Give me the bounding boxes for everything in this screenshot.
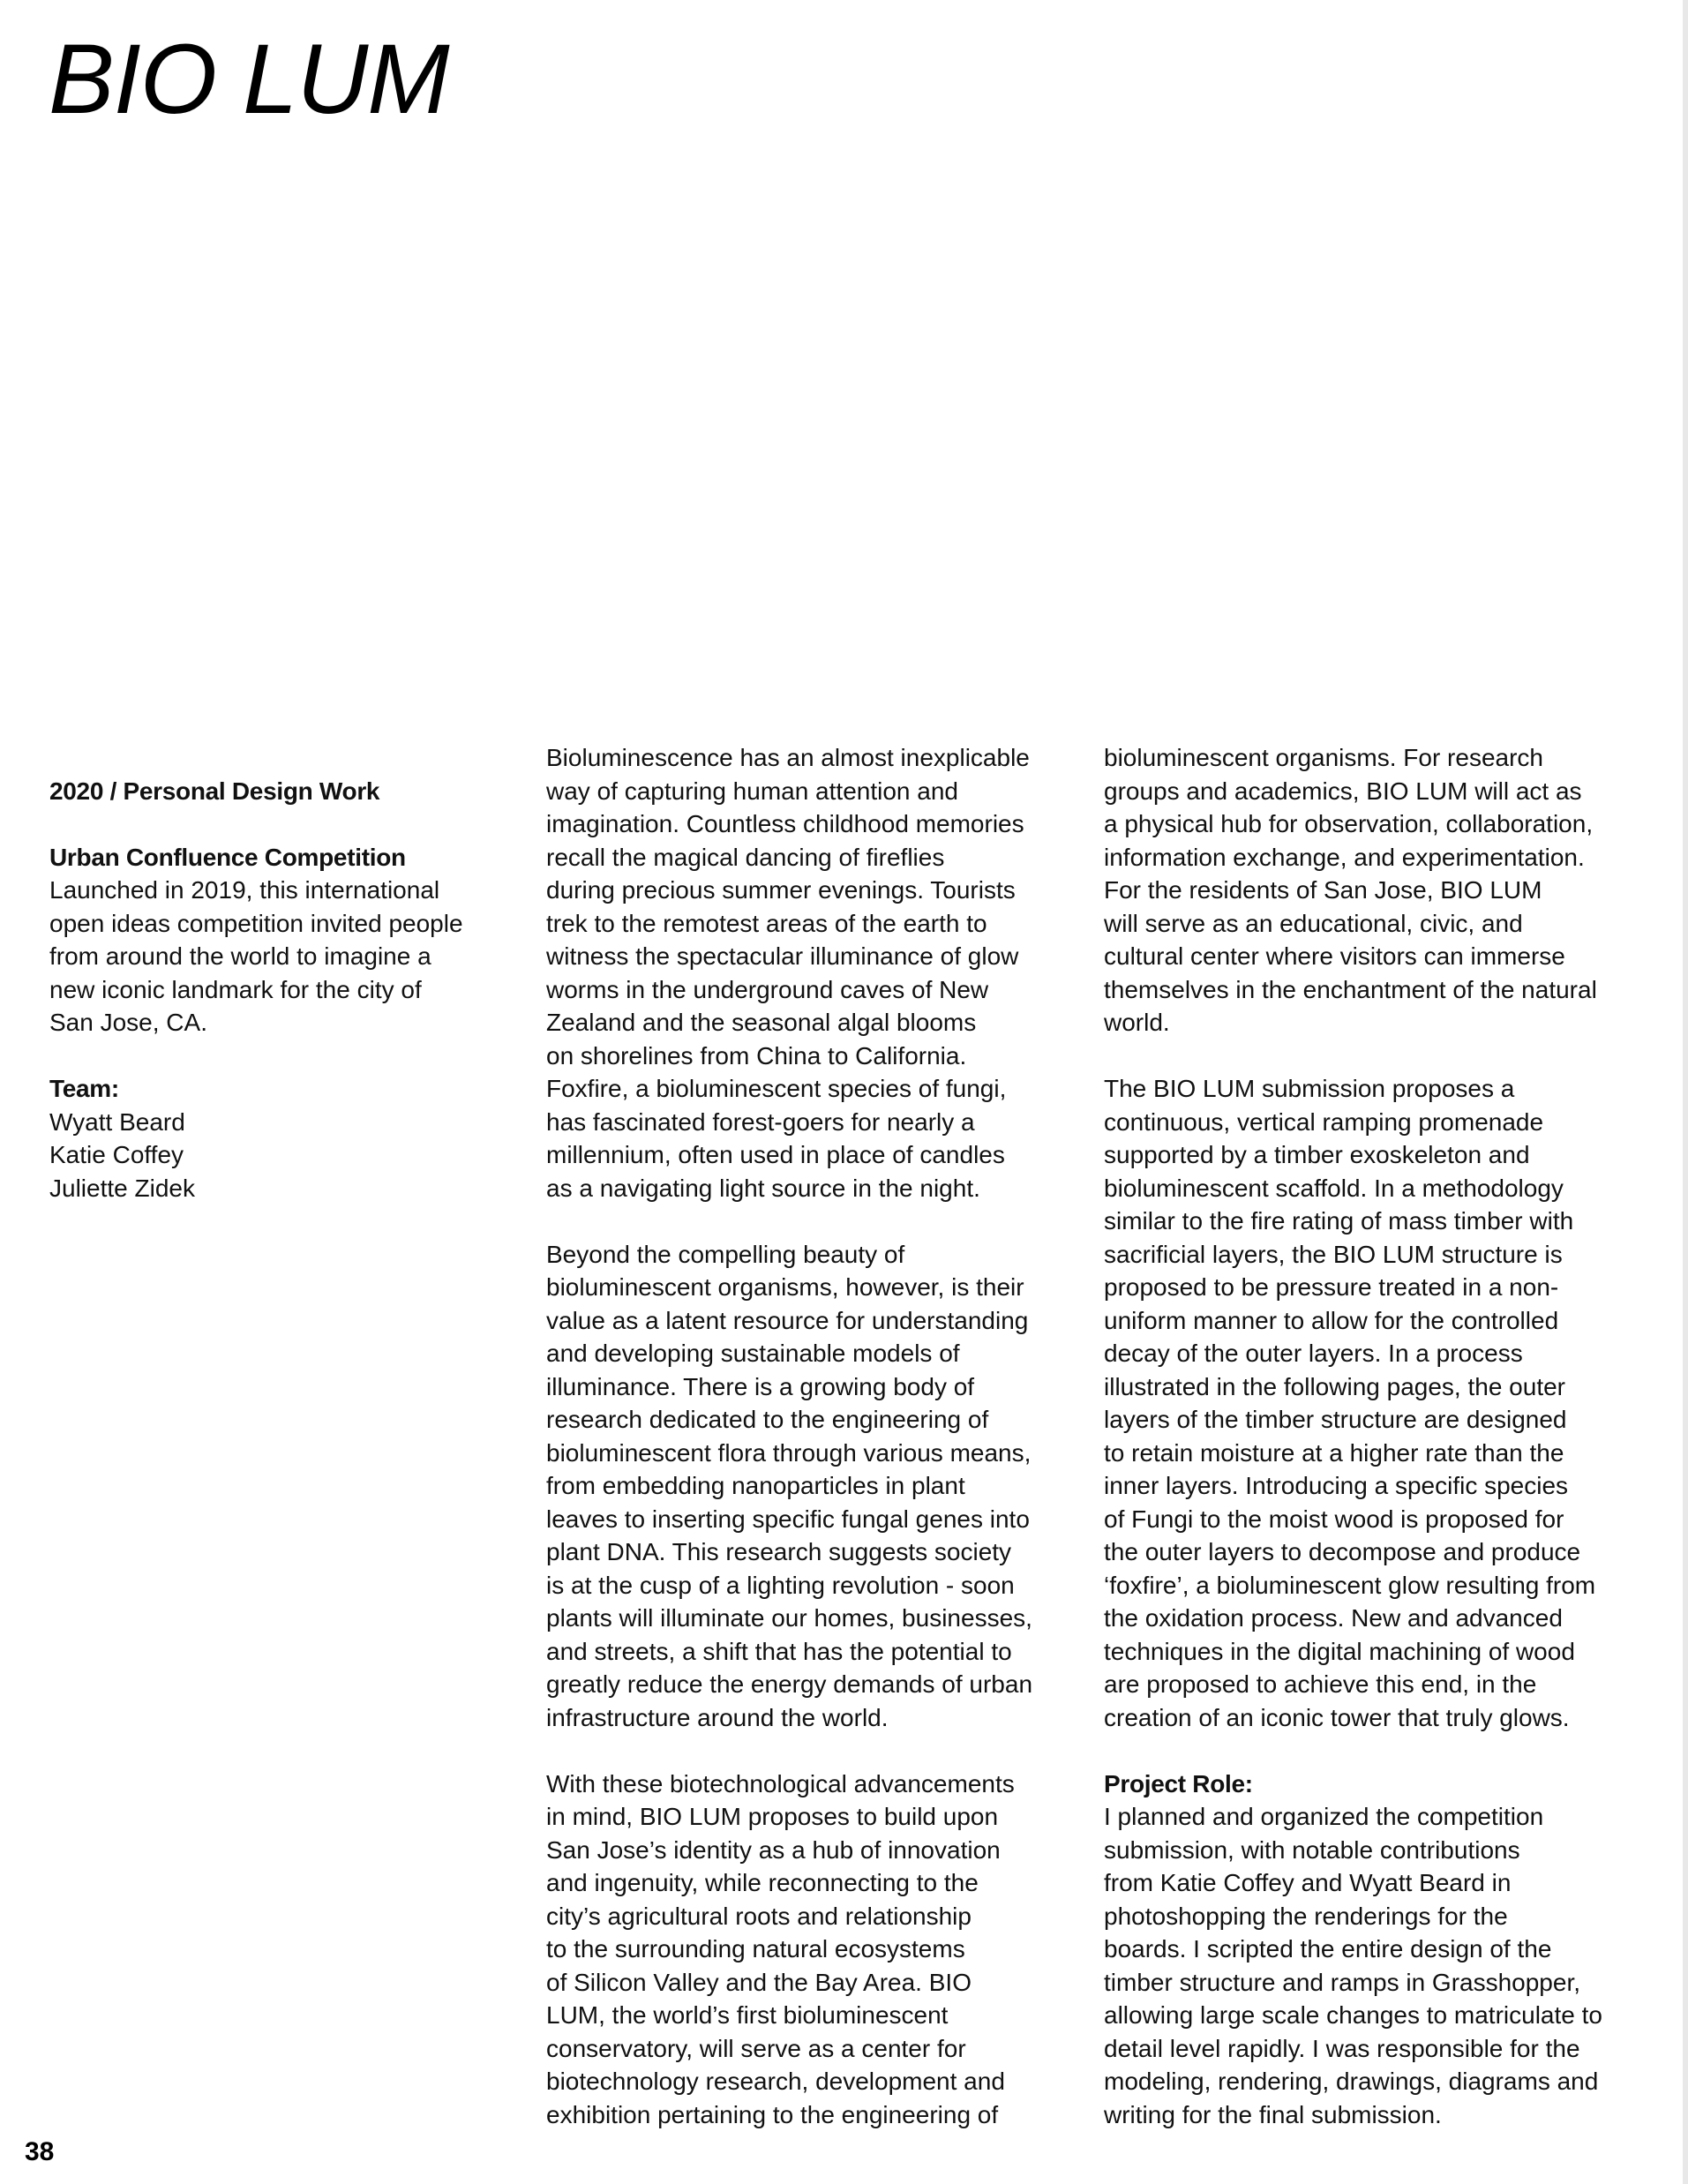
team-member: Katie Coffey [49,1141,184,1168]
project-info-column [49,741,508,1238]
team-heading: Team: [49,1075,119,1102]
team-member: Juliette Zidek [49,1174,195,1202]
page-number: 38 [25,2137,55,2166]
body-paragraph: Bioluminescence has an almost inexplicable way of capturing human attention and imagination. Countless childhood memories recall the magical dancing of fireflies during precious summer evenings. Tourists trek to the remotest areas of the earth to witness the spectacular illuminance of glow worms in the underground caves of New Zealand and the seasonal algal blooms on shorelines from China to California. Foxfire, a bioluminescent species of fungi, has fascinated forest-goers for nearly a millennium, often used in place of candles as a navigating light source in the night. [546,744,1030,1202]
competition-block [49,841,508,1039]
body-paragraph: The BIO LUM submission proposes a continuous, vertical ramping promenade supported by a timber exoskeleton and bioluminescent scaffold. In a methodology similar to the fire rating of mass timber with sacrificial layers, the BIO LUM structure is proposed to be pressure treated in a non- uniform manner to allow for the controlled decay of the outer layers. In a process illustrated in the following pages, the outer layers of the timber structure are designed to retain moisture at a higher rate than the inner layers. Introducing a specific species of Fungi to the moist wood is proposed for the outer layers to decompose and produce ‘foxfire’, a bioluminescent glow resulting from the oxidation process. New and advanced techniques in the digital machining of wood are proposed to achieve this end, in the creation of an iconic tower that truly glows. [1104,1075,1596,1731]
body-paragraph: bioluminescent organisms. For research groups and academics, BIO LUM will act as a physical hub for observation, collaboration, information exchange, and experimentation. For the residents of San Jose, BIO LUM will serve as an educational, civic, and cultural center where visitors can immerse themselves in the enchantment of the natural world. [1104,744,1597,1036]
year-category [49,741,508,807]
project-role-text: I planned and organized the competition submission, with notable contributions from Katie Coffey and Wyatt Beard in photoshopping the renderings for the boards. I scripted the entire design of the timber structure and ramps in Grasshopper, allowing large scale changes to matriculate to detail level rapidly. I was responsible for the modeling, rendering, drawings, diagrams and writing for the final submission. [1104,1803,1602,2128]
year-category-label: 2020 / Personal Design Work [49,777,380,805]
team-member: Wyatt Beard [49,1107,185,1136]
team-block [49,1072,508,1205]
body-paragraph: With these biotechnological advancements in mind, BIO LUM proposes to build upon San Jose’s identity as a hub of innovation and ingenuity, while reconnecting to the city’s agricultural roots and relationship to the surrounding natural ecosystems of Silicon Valley and the Bay Area. BIO LUM, the world’s first bioluminescent conservatory, will serve as a center for biotechnology research, development and exhibition pertaining to the engineering of [546,1769,1015,2128]
body-column-right [1104,741,1642,2165]
body-column-middle [546,741,1067,2165]
page-edge-divider [1683,0,1688,2184]
project-role-block [1104,1767,1642,2132]
page-title: BIO LUM [49,24,449,134]
competition-heading: Urban Confluence Competition [49,843,406,871]
project-role-heading: Project Role: [1104,1769,1253,1797]
body-paragraph: Beyond the compelling beauty of bioluminescent organisms, however, is their value as a latent resource for understanding and developing sustainable models of illuminance. There is a growing body of research dedicated to the engineering of bioluminescent flora through various means, from embedding nanoparticles in plant leaves to inserting specific fungal genes into plant DNA. This research suggests society is at the cusp of a lighting revolution - soon plants will illuminate our homes, businesses, and streets, a shift that has the potential to greatly reduce the energy demands of urban infrastructure around the world. [546,1240,1033,1731]
competition-description: Launched in 2019, this international open ideas competition invited people from around the world to imagine a new iconic landmark for the city of San Jose, CA. [49,876,463,1036]
